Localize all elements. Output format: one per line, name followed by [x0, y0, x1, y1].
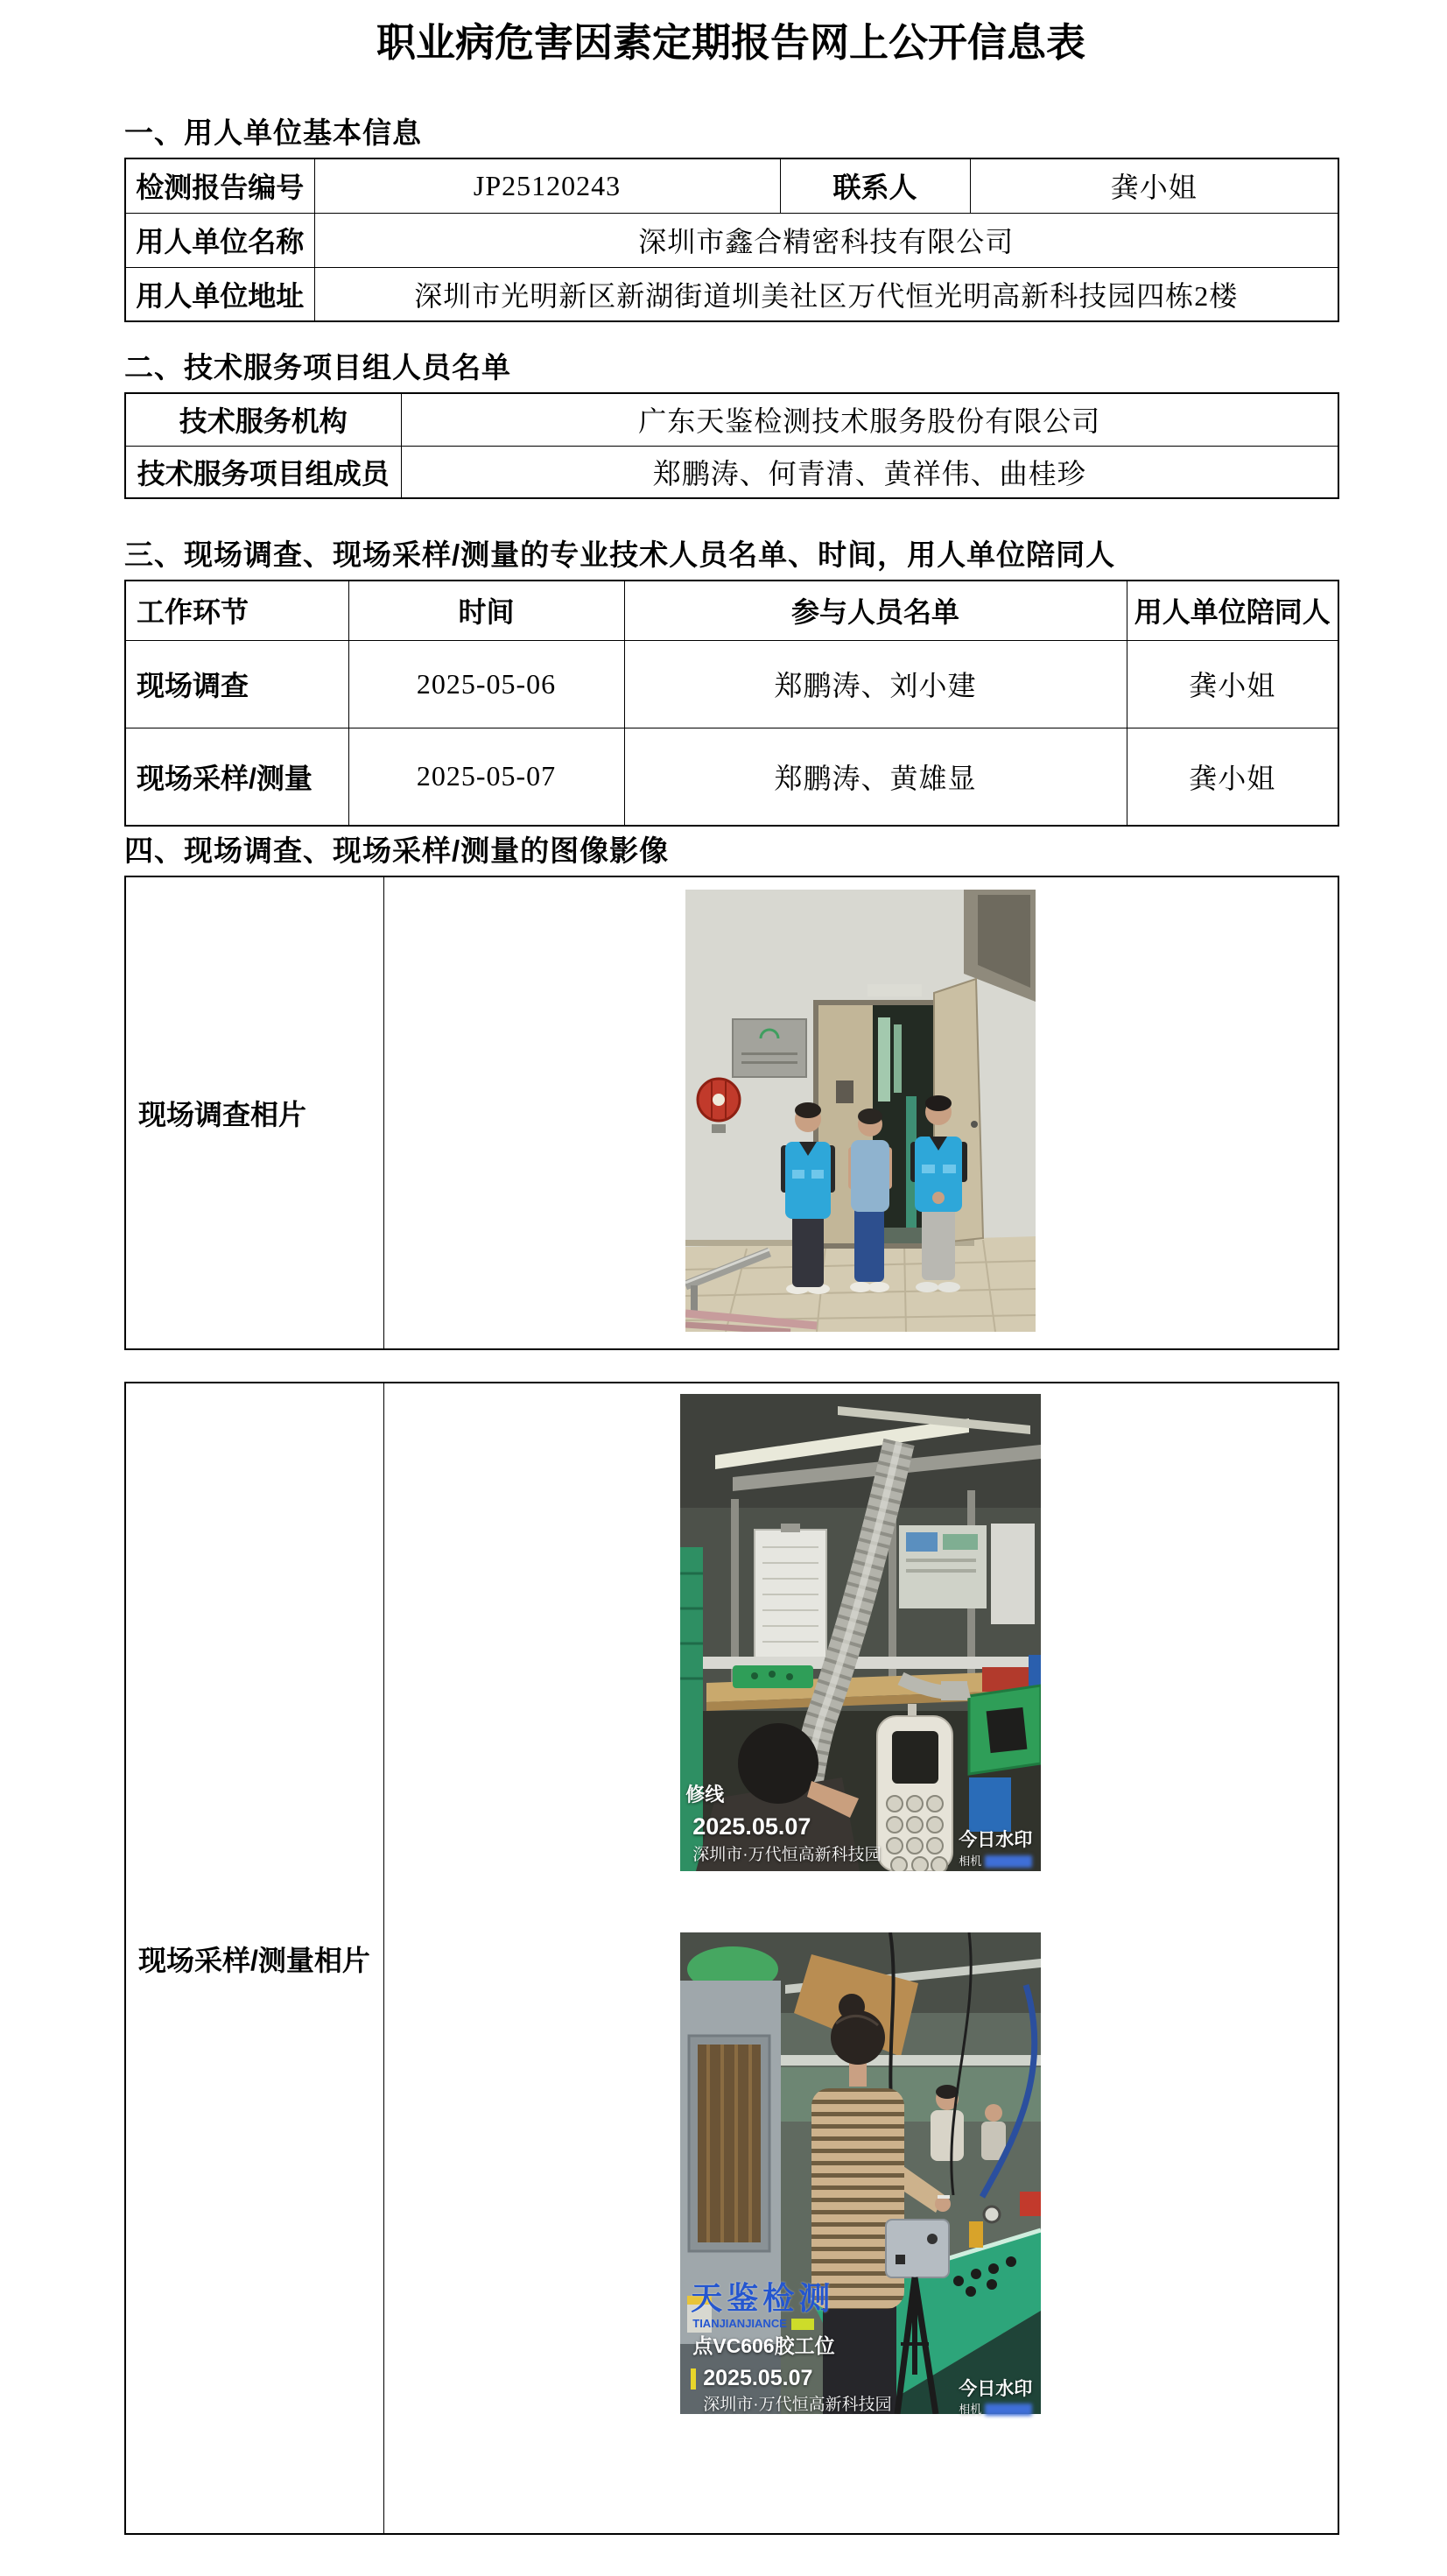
shelf-bar [781, 2055, 1041, 2066]
service-org-label: 技术服务机构 [125, 393, 401, 446]
hanging-clipboard [755, 1524, 826, 1663]
contact-value: 龚小姐 [970, 158, 1338, 213]
table-row [125, 158, 1338, 213]
table-row [125, 1383, 1338, 2534]
watermark-date: 2025.05.07 [703, 2366, 813, 2390]
sampling-photo-stack [385, 1394, 1338, 2414]
employer-address-value: 深圳市光明新区新湖街道圳美社区万代恒光明高新科技园四栋2楼 [314, 267, 1338, 321]
field-work-table [124, 580, 1339, 827]
sampling-photo-2 [680, 1932, 1041, 2414]
table-row [125, 640, 1338, 728]
page-title: 职业病危害因素定期报告网上公开信息表 [376, 21, 1085, 65]
watermark-logo-sub: TIANJIANJIANCE [692, 2318, 814, 2330]
hair [831, 2010, 885, 2065]
table-row [125, 213, 1338, 267]
col-escort: 用人单位陪同人 [1127, 581, 1338, 640]
row1-participants: 郑鹏涛、刘小建 [624, 640, 1127, 728]
row1-date: 2025-05-06 [348, 640, 624, 728]
sound-level-meter [877, 1704, 952, 1871]
section4-heading: 四、现场调查、现场采样/测量的图像影像 [124, 834, 670, 867]
blurred-phone-box [985, 2404, 1032, 2416]
table-row [125, 876, 1338, 1349]
col-step: 工作环节 [125, 581, 348, 640]
watermark-brand-sub: 相机 [959, 2404, 1032, 2416]
report-no-value: JP25120243 [314, 158, 780, 213]
table-header-row [125, 581, 1338, 640]
table-row [125, 267, 1338, 321]
section3-heading: 三、现场调查、现场采样/测量的专业技术人员名单、时间，用人单位陪同人 [124, 538, 1116, 571]
row2-escort: 龚小姐 [1127, 728, 1338, 826]
watermark-brand: 今日水印 [959, 2379, 1033, 2399]
col-date: 时间 [348, 581, 624, 640]
col-participants: 参与人员名单 [624, 581, 1127, 640]
survey-photo-table [124, 876, 1339, 1350]
row2-date: 2025-05-07 [348, 728, 624, 826]
section1-heading: 一、用人单位基本信息 [124, 116, 422, 149]
row2-participants: 郑鹏涛、黄雄显 [624, 728, 1127, 826]
watermark-date: 2025.05.07 [692, 1813, 811, 1840]
table-row [125, 446, 1338, 498]
row1-step: 现场调查 [125, 640, 348, 728]
watermark-tag: 修线 [685, 1784, 725, 1805]
employer-address-label: 用人单位地址 [125, 267, 314, 321]
watermark-location: 深圳市·万代恒高新科技园 [692, 1846, 882, 1864]
red-bin [1020, 2192, 1041, 2216]
section2-heading: 二、技术服务项目组人员名单 [124, 351, 511, 384]
sampling-photo-1 [680, 1394, 1041, 1871]
survey-photo-cell [383, 876, 1338, 1349]
row2-step: 现场采样/测量 [125, 728, 348, 826]
watermark-location: 深圳市·万代恒高新科技园 [703, 2396, 892, 2414]
table-row [125, 728, 1338, 826]
wall-plaque [733, 1019, 806, 1077]
survey-photo-label: 现场调查相片 [125, 876, 383, 1349]
team-members-value: 郑鹏涛、何青清、黄祥伟、曲桂珍 [401, 446, 1338, 498]
employer-name-value: 深圳市鑫合精密科技有限公司 [314, 213, 1338, 267]
sampling-photo-label: 现场采样/测量相片 [125, 1383, 383, 2534]
watermark-brand: 今日水印 [959, 1830, 1033, 1850]
survey-photo [685, 890, 1036, 1332]
service-team-table [124, 392, 1339, 499]
row1-escort: 龚小姐 [1127, 640, 1338, 728]
watermark-station: 点VC606胶工位 [692, 2334, 835, 2357]
service-org-value: 广东天鉴检测技术服务股份有限公司 [401, 393, 1338, 446]
table-row [125, 393, 1338, 446]
noise-measurement-illustration [680, 1394, 1041, 1871]
sampling-photo-table [124, 1382, 1339, 2535]
survey-photo-illustration [685, 890, 1036, 1332]
report-no-label: 检测报告编号 [125, 158, 314, 213]
employer-name-label: 用人单位名称 [125, 213, 314, 267]
watermark-brand-sub: 相机 [959, 1855, 1032, 1868]
basic-info-table [124, 158, 1339, 322]
watermark-logo: 天鉴检测 [691, 2280, 835, 2316]
blurred-phone-box [985, 1855, 1032, 1868]
sampling-photo-cell [383, 1383, 1338, 2534]
contact-label: 联系人 [780, 158, 970, 213]
green-tag-box [791, 2319, 814, 2330]
document [124, 0, 1338, 2535]
team-members-label: 技术服务项目组成员 [125, 446, 401, 498]
